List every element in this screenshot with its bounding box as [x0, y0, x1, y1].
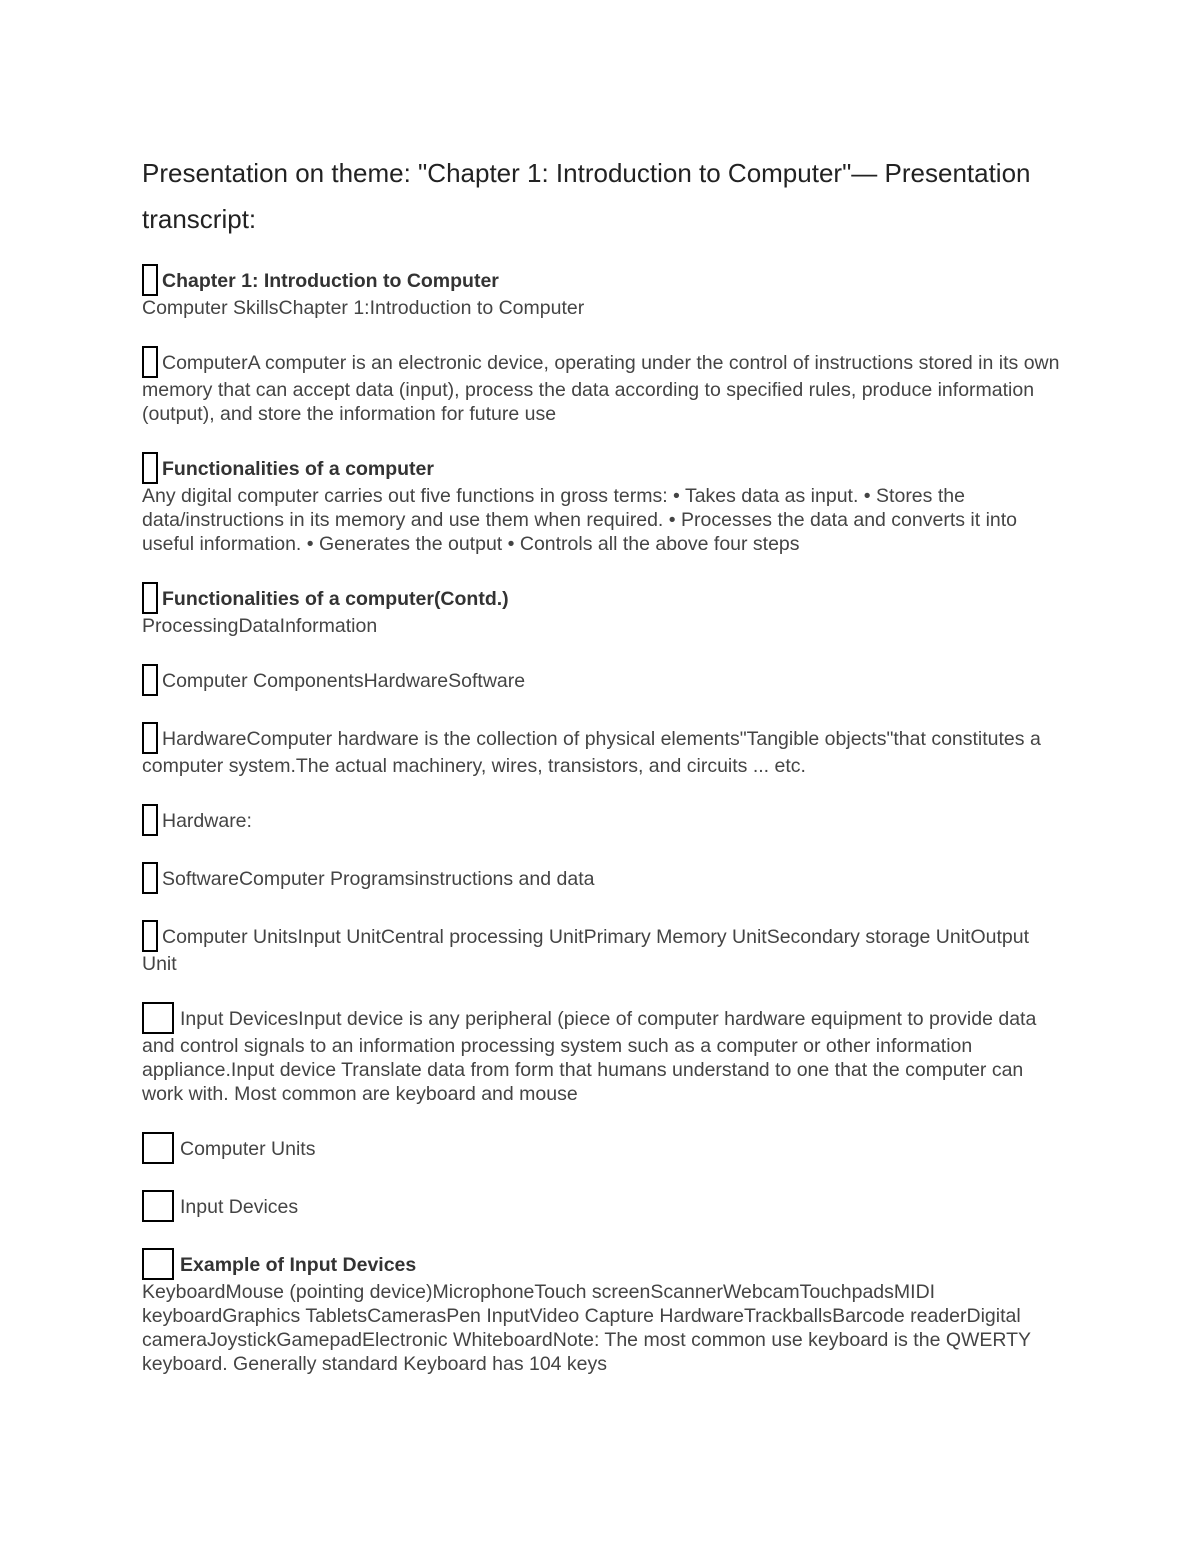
slide-heading [142, 722, 1062, 778]
slide-title: Functionalities of a computer(Contd.) [162, 588, 509, 610]
slide-heading [142, 582, 1062, 614]
slide-heading [142, 1002, 1062, 1106]
missing-glyph-icon [142, 1132, 174, 1164]
slide-11 [142, 1132, 1062, 1164]
page-title: Presentation on theme: "Chapter 1: Introduction to Computer"— Presentation transcript: [142, 158, 1031, 234]
slide-text: Computer SkillsChapter 1:Introduction to Computer [142, 297, 585, 319]
missing-glyph-icon [142, 1002, 174, 1034]
slide-6 [142, 722, 1062, 778]
slide-2 [142, 346, 1062, 426]
slide-heading [142, 452, 1062, 484]
slide-heading [142, 1190, 1062, 1222]
slide-3 [142, 452, 1062, 556]
slide-text: KeyboardMouse (pointing device)MicrophoneTouch screenScannerWebcamTouchpadsMIDI keyboardGraphics TabletsCamerasPen InputVideo Capture HardwareTrackballsBarcode readerDigital cameraJoystickGamepadElectronic WhiteboardNote: The most common use keyboard is the QWERTY keyboard. Generally standard Keyboard has 104 keys [142, 1281, 1031, 1375]
slide-text: Computer Units [180, 1138, 316, 1160]
slide-heading [142, 1248, 1062, 1280]
slide-text: Computer ComponentsHardwareSoftware [162, 670, 526, 692]
slide-text: ProcessingDataInformation [142, 615, 378, 637]
missing-glyph-icon [142, 1190, 174, 1222]
missing-glyph-icon [142, 804, 158, 836]
slide-1 [142, 264, 1062, 320]
slide-title: Chapter 1: Introduction to Computer [162, 270, 499, 292]
missing-glyph-icon [142, 264, 158, 296]
missing-glyph-icon [142, 722, 158, 754]
slide-text: Input DevicesInput device is any peripheral (piece of computer hardware equipment to provide data and control signals to an information processing system such as a computer or other information appliance.Input device Translate data from form that humans understand to one that the computer can work with. Most common are keyboard and mouse [142, 1008, 1037, 1105]
slide-title: Example of Input Devices [180, 1254, 417, 1276]
missing-glyph-icon [142, 862, 158, 894]
slide-text: SoftwareComputer Programsinstructions and data [162, 868, 595, 890]
slide-text: Computer UnitsInput UnitCentral processing UnitPrimary Memory UnitSecondary storage UnitOutput Unit [142, 926, 1030, 975]
slide-text: HardwareComputer hardware is the collection of physical elements"Tangible objects"that constitutes a computer system.The actual machinery, wires, transistors, and circuits ... etc. [142, 728, 1041, 777]
slide-title: Functionalities of a computer [162, 458, 434, 480]
slide-heading [142, 804, 1062, 836]
slide-text: ComputerA computer is an electronic device, operating under the control of instructions stored in its own memory that can accept data (input), process the data according to specified rules, produce information (output), and store the information for future use [142, 352, 1060, 425]
slide-4 [142, 582, 1062, 638]
missing-glyph-icon [142, 346, 158, 378]
missing-glyph-icon [142, 664, 158, 696]
slide-heading [142, 920, 1062, 976]
missing-glyph-icon [142, 1248, 174, 1280]
slide-heading [142, 1132, 1062, 1164]
slide-text: Hardware: [162, 810, 252, 832]
missing-glyph-icon [142, 920, 158, 952]
missing-glyph-icon [142, 452, 158, 484]
slide-8 [142, 862, 1062, 894]
slide-heading [142, 664, 1062, 696]
slide-5 [142, 664, 1062, 696]
slide-heading [142, 264, 1062, 296]
slide-10 [142, 1002, 1062, 1106]
slide-12 [142, 1190, 1062, 1222]
slide-13 [142, 1248, 1062, 1376]
slide-text: Any digital computer carries out five functions in gross terms: • Takes data as input. • Stores the data/instructions in its memory and use them when required. • Processes the data and converts it into useful information. • Generates the output • Controls all the above four steps [142, 485, 1018, 555]
slide-heading [142, 862, 1062, 894]
missing-glyph-icon [142, 582, 158, 614]
document-page [142, 150, 1062, 1402]
slide-text: Input Devices [180, 1196, 299, 1218]
slide-9 [142, 920, 1062, 976]
slide-7 [142, 804, 1062, 836]
slide-heading [142, 346, 1062, 426]
